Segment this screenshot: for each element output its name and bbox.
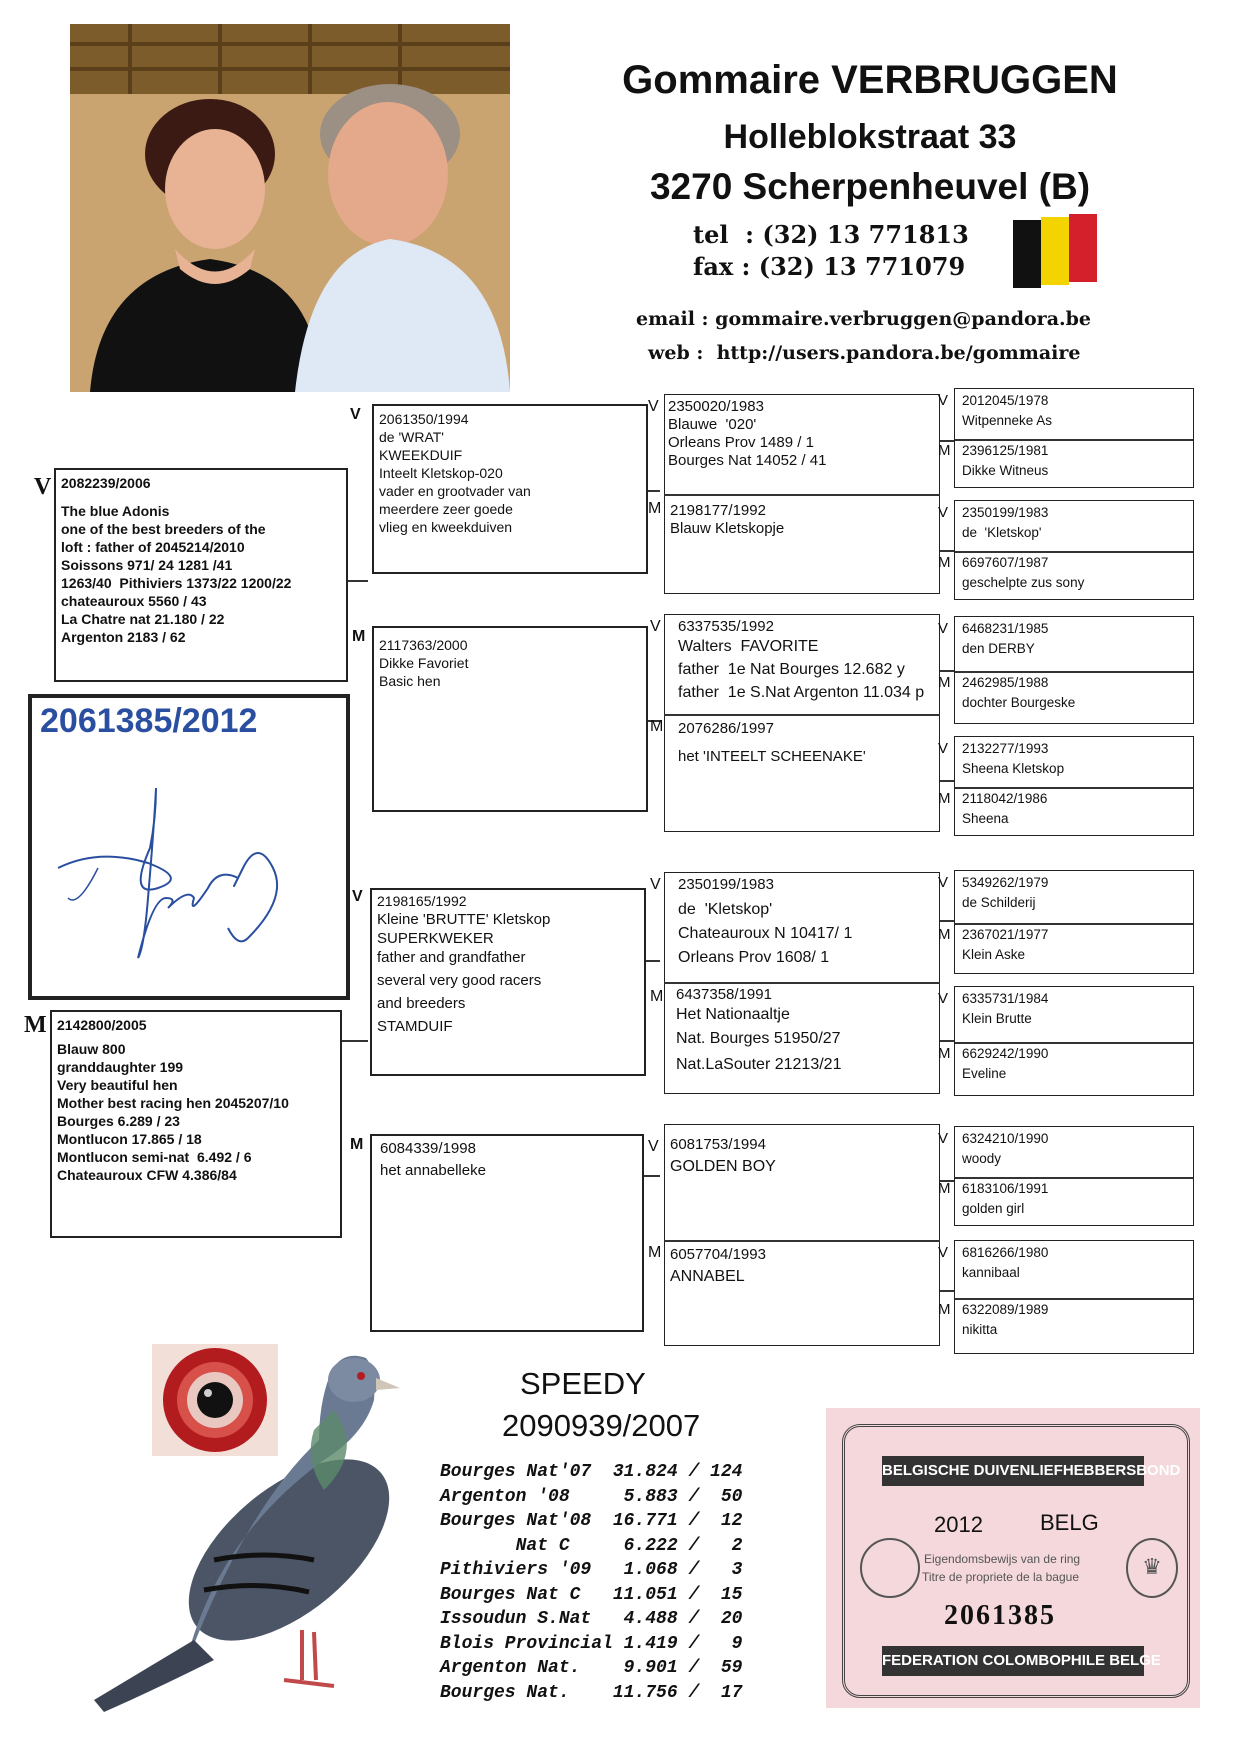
- gen3-line: Orleans Prov 1489 / 1: [668, 434, 814, 451]
- sex-tag: M: [648, 1244, 662, 1261]
- grandparent-box: [370, 888, 646, 1076]
- grandparent-box: [372, 626, 648, 812]
- cert-line-2: Titre de propriete de la bague: [922, 1570, 1079, 1584]
- sex-tag: M: [648, 500, 662, 517]
- mother-line: Montlucon semi-nat 6.492 / 6: [57, 1149, 252, 1165]
- sex-tag: M: [350, 1136, 364, 1153]
- mother-line: Mother best racing hen 2045207/10: [57, 1095, 289, 1111]
- gen4-ring: 2350199/1983: [962, 505, 1049, 520]
- grandparent-line: Dikke Favoriet: [379, 655, 469, 671]
- gen3-line: het 'INTEELT SCHEENAKE': [678, 748, 866, 765]
- gen3-entry: [678, 618, 924, 704]
- sex-tag: V: [938, 874, 949, 891]
- father-line: 1263/40 Pithiviers 1373/22 1200/22: [61, 575, 292, 591]
- sex-tag: V: [938, 392, 949, 409]
- sex-tag: M: [938, 442, 951, 459]
- sex-tag: V: [350, 406, 361, 423]
- grandparent-box: [370, 1134, 644, 1332]
- gen4-ring: 6335731/1984: [962, 991, 1049, 1006]
- sex-tag: M: [352, 628, 366, 645]
- cert-country: BELG: [1040, 1510, 1099, 1535]
- sex-tag: M: [938, 1180, 951, 1197]
- pigeon-photo: [64, 1340, 444, 1720]
- gen4-ring: 6697607/1987: [962, 555, 1049, 570]
- mother-ring: 2142800/2005: [57, 1017, 147, 1033]
- star-pigeon-ring: 2090939/2007: [502, 1408, 701, 1443]
- result-row: Blois Provincial 1.419 / 9: [440, 1633, 743, 1654]
- gen3-ring: 2350020/1983: [668, 398, 764, 415]
- gen3-entry: [670, 1246, 766, 1286]
- results-list: [440, 1460, 742, 1705]
- gen4-name: Sheena: [962, 811, 1009, 826]
- result-row: Pithiviers '09 1.068 / 3: [440, 1560, 743, 1580]
- grandparent-line: Basic hen: [379, 673, 441, 689]
- breeder-name: Gommaire VERBRUGGEN: [622, 58, 1118, 102]
- gen4-name: dochter Bourgeske: [962, 695, 1076, 710]
- sex-tag: V: [650, 618, 661, 635]
- website-link[interactable]: web : http://users.pandora.be/gommaire: [648, 342, 1081, 364]
- grandparent-line: meerdere zeer goede: [379, 501, 513, 517]
- sex-tag: V: [938, 620, 949, 637]
- sex-tag: V: [938, 740, 949, 757]
- grandparent-line: several very good racers: [377, 972, 542, 989]
- mother-sex-tag: M: [24, 1012, 47, 1038]
- cert-line-1: Eigendomsbewijs van de ring: [924, 1552, 1081, 1566]
- gen4-name: geschelpte zus sony: [962, 575, 1085, 590]
- gen3-line: GOLDEN BOY: [670, 1158, 776, 1175]
- gen4-ring: 2462985/1988: [962, 675, 1049, 690]
- subject-box: [28, 694, 350, 1000]
- grandparent-line: de 'WRAT': [379, 429, 444, 445]
- father-line: loft : father of 2045214/2010: [61, 539, 245, 555]
- grandparent-line: Kleine 'BRUTTE' Kletskop: [377, 911, 551, 928]
- mother-line: Chateauroux CFW 4.386/84: [57, 1167, 237, 1183]
- mother-line: Bourges 6.289 / 23: [57, 1113, 180, 1129]
- signature-icon: [38, 748, 338, 988]
- gen3-entry: [668, 398, 826, 470]
- sex-tag: M: [938, 1045, 951, 1062]
- father-ring: 2082239/2006: [61, 475, 151, 491]
- sex-tag: V: [650, 876, 661, 893]
- cert-top-banner: BELGISCHE DUIVENLIEFHEBBERSBOND: [882, 1456, 1144, 1486]
- grandparent-line: vlieg en kweekduiven: [379, 519, 513, 535]
- gen4-ring: 2367021/1977: [962, 927, 1049, 942]
- gen3-line: Blauw Kletskopje: [670, 520, 785, 537]
- mother-line: Montlucon 17.865 / 18: [57, 1131, 202, 1147]
- cert-bottom-banner: FEDERATION COLOMBOPHILE BELGE: [882, 1646, 1144, 1676]
- father-line: La Chatre nat 21.180 / 22: [61, 611, 225, 627]
- mother-line: granddaughter 199: [57, 1059, 184, 1075]
- result-row: Nat C 6.222 / 2: [440, 1535, 743, 1556]
- sex-tag: M: [938, 674, 951, 691]
- gen3-entry: [670, 502, 784, 538]
- crown-icon: ♛: [1126, 1538, 1178, 1598]
- cert-number: 2061385: [944, 1600, 1056, 1631]
- gen3-line: Orleans Prov 1608/ 1: [678, 949, 830, 966]
- gen4-ring: 6468231/1985: [962, 621, 1049, 636]
- mother-box: [50, 1010, 342, 1238]
- result-row: Bourges Nat. 11.756 / 17: [440, 1682, 743, 1703]
- grandparent-line: and breeders: [377, 995, 466, 1012]
- grandparent-line: het annabelleke: [380, 1162, 486, 1179]
- ownership-certificate: [826, 1408, 1200, 1708]
- gen3-line: father 1e Nat Bourges 12.682 y: [678, 661, 905, 678]
- gen4-ring: 5349262/1979: [962, 875, 1049, 890]
- father-box: [54, 468, 348, 682]
- sex-tag: M: [938, 790, 951, 807]
- sex-tag: M: [938, 554, 951, 571]
- gen3-entry: [670, 1136, 776, 1176]
- gen4-ring: 2118042/1986: [962, 791, 1048, 806]
- gen3-line: Walters FAVORITE: [678, 638, 819, 655]
- father-line: The blue Adonis: [61, 503, 170, 519]
- sex-tag: V: [938, 990, 949, 1007]
- grandparent-ring: 2061350/1994: [379, 411, 469, 427]
- gen4-ring: 6183106/1991: [962, 1181, 1049, 1196]
- phone-number: tel : (32) 13 771813: [693, 220, 969, 249]
- email-link[interactable]: email : gommaire.verbruggen@pandora.be: [636, 308, 1091, 330]
- gen3-ring: 6057704/1993: [670, 1246, 766, 1263]
- grandparent-line: Inteelt Kletskop-020: [379, 465, 503, 481]
- owners-photo: [70, 24, 510, 392]
- result-row: Bourges Nat'07 31.824 / 124: [440, 1462, 743, 1482]
- gen3-line: Nat. Bourges 51950/27: [676, 1030, 841, 1047]
- city-address: 3270 Scherpenheuvel (B): [649, 166, 1091, 207]
- cert-year: 2012: [934, 1512, 983, 1537]
- gen4-ring: 2396125/1981: [962, 443, 1049, 458]
- gen3-line: de 'Kletskop': [678, 901, 773, 918]
- belgian-flag: [1013, 214, 1099, 290]
- gen4-name: Klein Aske: [962, 947, 1026, 962]
- gen4-ring: 2132277/1993: [962, 741, 1049, 756]
- gen4-ring: 6324210/1990: [962, 1131, 1049, 1146]
- gen3-line: Het Nationaaltje: [676, 1006, 790, 1023]
- gen4-name: woody: [962, 1151, 1002, 1166]
- gen4-name: Klein Brutte: [962, 1011, 1032, 1026]
- sex-tag: V: [352, 888, 363, 905]
- gen3-entry: [678, 720, 866, 766]
- gen4-ring: 6629242/1990: [962, 1046, 1049, 1061]
- grandparent-ring: 2117363/2000: [379, 637, 468, 653]
- sex-tag: M: [938, 926, 951, 943]
- gen4-name: Eveline: [962, 1066, 1007, 1081]
- result-row: Argenton Nat. 9.901 / 59: [440, 1658, 743, 1678]
- gen3-line: Bourges Nat 14052 / 41: [668, 452, 827, 469]
- cert-emblem-left: [860, 1538, 920, 1598]
- sex-tag: V: [938, 1244, 949, 1261]
- result-row: Bourges Nat'08 16.771 / 12: [440, 1511, 743, 1531]
- sex-tag: M: [650, 718, 664, 735]
- grandparent-line: SUPERKWEKER: [377, 930, 494, 947]
- grandparent-line: father and grandfather: [377, 949, 526, 966]
- gen3-line: ANNABEL: [670, 1268, 745, 1285]
- father-sex-tag: V: [34, 474, 52, 500]
- gen4-name: Witpenneke As: [962, 413, 1053, 428]
- gen4-name: de Schilderij: [962, 895, 1036, 910]
- fax-number: fax : (32) 13 771079: [693, 252, 966, 281]
- gen4-name: kannibaal: [962, 1265, 1020, 1280]
- grandparent-box: [372, 404, 648, 574]
- gen3-ring: 2198177/1992: [670, 502, 766, 519]
- result-row: Issoudun S.Nat 4.488 / 20: [440, 1609, 743, 1629]
- sex-tag: M: [650, 988, 664, 1005]
- sex-tag: V: [648, 1138, 659, 1155]
- gen3-ring: 2350199/1983: [678, 876, 774, 893]
- gen4-ring: 2012045/1978: [962, 393, 1049, 408]
- grandparent-line: STAMDUIF: [377, 1018, 453, 1035]
- gen4-name: golden girl: [962, 1201, 1025, 1216]
- gen3-line: Blauwe '020': [668, 416, 757, 433]
- father-line: Soissons 971/ 24 1281 /41: [61, 557, 233, 573]
- gen3-entry: [678, 876, 852, 970]
- photo-illustration: [70, 24, 510, 392]
- gen4-name: de 'Kletskop': [962, 525, 1042, 540]
- sex-tag: V: [938, 1130, 949, 1147]
- gen3-entry: [676, 986, 841, 1078]
- gen4-name: Sheena Kletskop: [962, 761, 1065, 776]
- grandparent-line: KWEEKDUIF: [379, 447, 463, 463]
- grandparent-ring: 2198165/1992: [377, 893, 467, 909]
- gen3-line: Chateauroux N 10417/ 1: [678, 925, 853, 942]
- sex-tag: V: [938, 504, 949, 521]
- father-line: chateauroux 5560 / 43: [61, 593, 207, 609]
- sex-tag: M: [938, 1301, 951, 1318]
- gen3-ring: 6337535/1992: [678, 618, 774, 635]
- gen3-line: Nat.LaSouter 21213/21: [676, 1056, 842, 1073]
- star-pigeon-name: SPEEDY: [520, 1366, 646, 1401]
- gen3-ring: 6437358/1991: [676, 986, 772, 1003]
- gen3-ring: 2076286/1997: [678, 720, 774, 737]
- gen3-ring: 6081753/1994: [670, 1136, 766, 1153]
- gen4-ring: 6322089/1989: [962, 1302, 1049, 1317]
- subject-ring: 2061385/2012: [40, 702, 258, 740]
- grandparent-line: vader en grootvader van: [379, 483, 531, 499]
- mother-line: Very beautiful hen: [57, 1077, 178, 1093]
- street-address: Holleblokstraat 33: [723, 118, 1017, 156]
- father-line: one of the best breeders of the: [61, 521, 266, 537]
- grandparent-ring: 6084339/1998: [380, 1140, 476, 1157]
- father-line: Argenton 2183 / 62: [61, 629, 186, 645]
- mother-line: Blauw 800: [57, 1041, 126, 1057]
- gen3-line: father 1e S.Nat Argenton 11.034 p: [678, 684, 925, 701]
- result-row: Argenton '08 5.883 / 50: [440, 1486, 743, 1507]
- gen4-name: nikitta: [962, 1322, 998, 1337]
- result-row: Bourges Nat C 11.051 / 15: [440, 1584, 743, 1605]
- gen4-name: Dikke Witneus: [962, 463, 1049, 478]
- gen4-name: den DERBY: [962, 641, 1035, 656]
- sex-tag: V: [648, 398, 659, 415]
- gen4-ring: 6816266/1980: [962, 1245, 1049, 1260]
